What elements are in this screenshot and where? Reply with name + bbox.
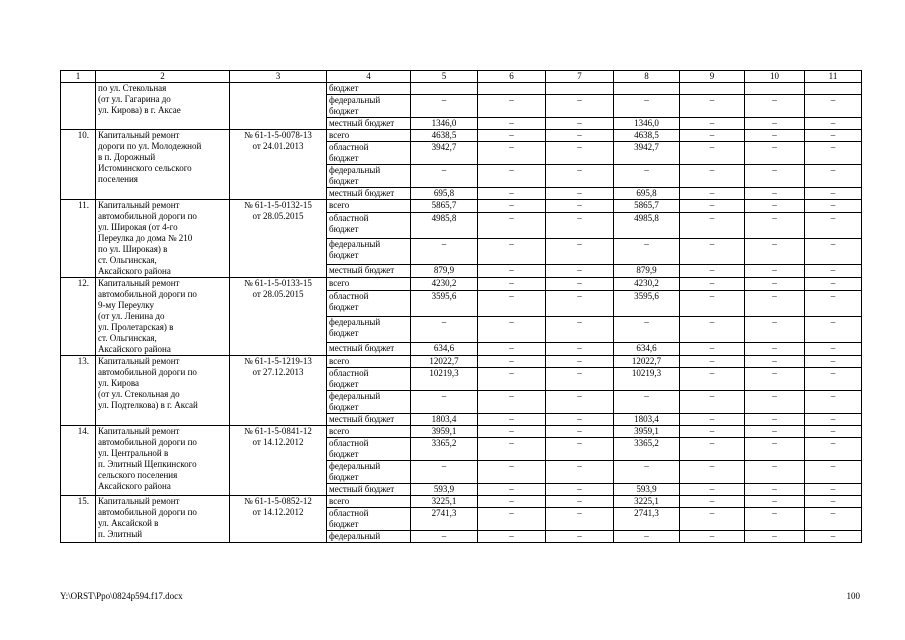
amount-cell: 12022,7 [614, 356, 680, 368]
amount-cell: – [478, 118, 546, 130]
amount-cell: – [478, 213, 546, 239]
amount-cell: – [805, 264, 862, 277]
amount-cell: 3225,1 [411, 496, 478, 508]
budget-table [60, 70, 862, 543]
amount-cell: – [546, 316, 614, 342]
amount-cell: – [411, 531, 478, 543]
amount-cell: – [745, 414, 805, 426]
item-number: 10. [61, 130, 96, 200]
amount-cell: – [478, 391, 546, 414]
amount-cell: – [546, 426, 614, 438]
table-row [61, 130, 862, 142]
amount-cell: – [546, 484, 614, 496]
amount-cell: – [805, 188, 862, 200]
funding-source: федеральный бюджет [327, 165, 411, 188]
table-row [61, 200, 862, 213]
amount-cell: – [680, 426, 745, 438]
amount-cell: 12022,7 [411, 356, 478, 368]
funding-source: всего [327, 278, 411, 291]
amount-cell: 3595,6 [614, 291, 680, 317]
amount-cell: – [805, 391, 862, 414]
amount-cell: 3942,7 [411, 142, 478, 165]
amount-cell [805, 83, 862, 95]
amount-cell: 4638,5 [411, 130, 478, 142]
amount-cell: – [478, 414, 546, 426]
amount-cell: – [805, 165, 862, 188]
funding-source: местный бюджет [327, 342, 411, 355]
amount-cell: 5865,7 [411, 200, 478, 213]
amount-cell: – [478, 238, 546, 264]
amount-cell: – [411, 461, 478, 484]
amount-cell: – [745, 291, 805, 317]
permit-number: № 61-1-5-0078-13 от 24.01.2013 [230, 130, 327, 200]
item-number: 14. [61, 426, 96, 496]
amount-cell: – [478, 291, 546, 317]
amount-cell: – [680, 142, 745, 165]
amount-cell: – [680, 484, 745, 496]
amount-cell: – [680, 165, 745, 188]
amount-cell: – [478, 484, 546, 496]
table-row [61, 278, 862, 291]
amount-cell: 2741,3 [411, 508, 478, 531]
funding-source: областной бюджет [327, 508, 411, 531]
amount-cell: – [805, 95, 862, 118]
funding-source: федеральный бюджет [327, 238, 411, 264]
amount-cell: – [805, 278, 862, 291]
funding-source: местный бюджет [327, 188, 411, 200]
amount-cell: – [805, 142, 862, 165]
funding-source: всего [327, 356, 411, 368]
amount-cell: – [680, 130, 745, 142]
amount-cell: – [805, 291, 862, 317]
amount-cell: – [546, 438, 614, 461]
amount-cell: – [546, 200, 614, 213]
amount-cell: – [745, 508, 805, 531]
amount-cell: – [546, 414, 614, 426]
work-description: Капитальный ремонт автомобильной дороги по ул. Центральной в п. Элитный Щепкинского сельского поселения Аксайского района [96, 426, 230, 496]
work-description: Капитальный ремонт дороги по ул. Молодежной в п. Дорожный Истоминского сельского поселения [96, 130, 230, 200]
funding-source: областной бюджет [327, 438, 411, 461]
amount-cell: – [614, 238, 680, 264]
amount-cell: – [680, 391, 745, 414]
column-header: 2 [96, 71, 230, 83]
amount-cell: – [411, 238, 478, 264]
funding-source: областной бюджет [327, 368, 411, 391]
amount-cell: – [745, 95, 805, 118]
footer-file-path: Y:\ORST\Ppo\0824p594.f17.docx [60, 591, 183, 601]
amount-cell: – [745, 496, 805, 508]
amount-cell: 695,8 [411, 188, 478, 200]
column-header: 6 [478, 71, 546, 83]
amount-cell: – [745, 426, 805, 438]
amount-cell: 4985,8 [411, 213, 478, 239]
column-header: 10 [745, 71, 805, 83]
table-row [61, 426, 862, 438]
amount-cell: – [805, 484, 862, 496]
column-header: 4 [327, 71, 411, 83]
amount-cell: – [805, 200, 862, 213]
amount-cell: – [478, 342, 546, 355]
amount-cell: 593,9 [411, 484, 478, 496]
amount-cell: – [805, 130, 862, 142]
funding-source: местный бюджет [327, 264, 411, 277]
amount-cell: – [680, 213, 745, 239]
amount-cell: – [745, 316, 805, 342]
amount-cell: 10219,3 [411, 368, 478, 391]
funding-source: федеральный бюджет [327, 391, 411, 414]
amount-cell [680, 83, 745, 95]
amount-cell: 1346,0 [411, 118, 478, 130]
amount-cell: – [805, 438, 862, 461]
permit-number: № 61-1-5-0852-12 от 14.12.2012 [230, 496, 327, 543]
column-header: 3 [230, 71, 327, 83]
amount-cell: 3225,1 [614, 496, 680, 508]
amount-cell: – [680, 531, 745, 543]
amount-cell: 4985,8 [614, 213, 680, 239]
column-header: 1 [61, 71, 96, 83]
amount-cell [546, 83, 614, 95]
column-header: 11 [805, 71, 862, 83]
amount-cell: 3959,1 [411, 426, 478, 438]
amount-cell: – [745, 342, 805, 355]
work-description: по ул. Стекольная (от ул. Гагарина до ул. Кирова) в г. Аксае [96, 83, 230, 130]
amount-cell [614, 83, 680, 95]
permit-number [230, 83, 327, 130]
table-row [61, 356, 862, 368]
amount-cell: 3365,2 [411, 438, 478, 461]
amount-cell: – [478, 188, 546, 200]
amount-cell: – [478, 508, 546, 531]
amount-cell: – [680, 496, 745, 508]
table-row [61, 496, 862, 508]
amount-cell: – [546, 238, 614, 264]
amount-cell: 3942,7 [614, 142, 680, 165]
amount-cell: – [805, 213, 862, 239]
amount-cell: – [478, 165, 546, 188]
work-description: Капитальный ремонт автомобильной дороги по 9-му Переулку (от ул. Ленина до ул. Пролетарская) в ст. Ольгинская, Аксайского района [96, 278, 230, 356]
amount-cell: – [546, 165, 614, 188]
amount-cell: 5865,7 [614, 200, 680, 213]
amount-cell: – [411, 391, 478, 414]
amount-cell: – [805, 238, 862, 264]
item-number: 15. [61, 496, 96, 543]
amount-cell: – [680, 342, 745, 355]
amount-cell: – [546, 368, 614, 391]
amount-cell: – [478, 461, 546, 484]
amount-cell: – [805, 414, 862, 426]
amount-cell: – [745, 461, 805, 484]
amount-cell: – [745, 118, 805, 130]
amount-cell: – [805, 316, 862, 342]
amount-cell: – [745, 200, 805, 213]
amount-cell: – [614, 165, 680, 188]
column-header: 9 [680, 71, 745, 83]
amount-cell: – [745, 531, 805, 543]
amount-cell: – [680, 291, 745, 317]
amount-cell: – [680, 95, 745, 118]
amount-cell: – [805, 368, 862, 391]
amount-cell: – [745, 238, 805, 264]
amount-cell: 3365,2 [614, 438, 680, 461]
amount-cell: 1803,4 [614, 414, 680, 426]
amount-cell: 879,9 [614, 264, 680, 277]
amount-cell: – [546, 461, 614, 484]
amount-cell: – [614, 95, 680, 118]
table-body [61, 71, 862, 543]
column-header: 5 [411, 71, 478, 83]
amount-cell: – [680, 356, 745, 368]
amount-cell: – [745, 130, 805, 142]
amount-cell: – [546, 356, 614, 368]
amount-cell: – [478, 356, 546, 368]
amount-cell: – [478, 200, 546, 213]
amount-cell: – [546, 508, 614, 531]
amount-cell: – [745, 165, 805, 188]
permit-number: № 61-1-5-1219-13 от 27.12.2013 [230, 356, 327, 426]
work-description: Капитальный ремонт автомобильной дороги по ул. Широкая (от 4-го Переулка до дома № 210 по ул. Широкая) в ст. Ольгинская, Аксайского района [96, 200, 230, 278]
amount-cell: – [680, 188, 745, 200]
work-description: Капитальный ремонт автомобильной дороги по ул. Кирова (от ул. Стекольная до ул. Подтелкова) в г. Аксай [96, 356, 230, 426]
amount-cell: – [680, 316, 745, 342]
amount-cell: – [680, 118, 745, 130]
amount-cell: – [546, 278, 614, 291]
funding-source: областной бюджет [327, 142, 411, 165]
amount-cell: – [411, 165, 478, 188]
amount-cell: – [745, 484, 805, 496]
amount-cell: – [546, 213, 614, 239]
amount-cell: 4230,2 [614, 278, 680, 291]
page-number: 100 [846, 591, 860, 601]
amount-cell: – [546, 95, 614, 118]
amount-cell [478, 83, 546, 95]
amount-cell: – [478, 368, 546, 391]
amount-cell: – [680, 368, 745, 391]
amount-cell: – [546, 264, 614, 277]
amount-cell: – [680, 264, 745, 277]
amount-cell: 2741,3 [614, 508, 680, 531]
amount-cell: – [478, 496, 546, 508]
amount-cell: – [745, 438, 805, 461]
funding-source: всего [327, 496, 411, 508]
amount-cell: – [546, 188, 614, 200]
amount-cell: – [805, 118, 862, 130]
funding-source: областной бюджет [327, 291, 411, 317]
permit-number: № 61-1-5-0133-15 от 28.05.2015 [230, 278, 327, 356]
column-header: 8 [614, 71, 680, 83]
amount-cell [411, 83, 478, 95]
amount-cell: – [805, 496, 862, 508]
amount-cell: 634,6 [411, 342, 478, 355]
amount-cell: – [805, 342, 862, 355]
amount-cell: – [478, 264, 546, 277]
amount-cell: 1346,0 [614, 118, 680, 130]
funding-source: местный бюджет [327, 118, 411, 130]
amount-cell: – [411, 95, 478, 118]
amount-cell: – [546, 391, 614, 414]
work-description: Капитальный ремонт автомобильной дороги по ул. Аксайской в п. Элитный [96, 496, 230, 543]
amount-cell: – [478, 95, 546, 118]
header-row [61, 71, 862, 83]
funding-source: федеральный бюджет [327, 461, 411, 484]
amount-cell: – [680, 438, 745, 461]
column-header: 7 [546, 71, 614, 83]
funding-source: бюджет [327, 83, 411, 95]
item-number: 11. [61, 200, 96, 278]
amount-cell: – [546, 118, 614, 130]
amount-cell: – [478, 531, 546, 543]
table-row [61, 83, 862, 95]
amount-cell: – [745, 278, 805, 291]
amount-cell: 695,8 [614, 188, 680, 200]
amount-cell: – [680, 461, 745, 484]
amount-cell: – [805, 426, 862, 438]
amount-cell: – [745, 391, 805, 414]
amount-cell: – [411, 316, 478, 342]
amount-cell: – [546, 342, 614, 355]
permit-number: № 61-1-5-0841-12 от 14.12.2012 [230, 426, 327, 496]
funding-source: федеральный [327, 531, 411, 543]
amount-cell: – [478, 142, 546, 165]
amount-cell: – [745, 368, 805, 391]
amount-cell: – [805, 461, 862, 484]
amount-cell: 634,6 [614, 342, 680, 355]
amount-cell: – [745, 213, 805, 239]
amount-cell: – [614, 461, 680, 484]
amount-cell: – [745, 264, 805, 277]
amount-cell: – [680, 200, 745, 213]
funding-source: местный бюджет [327, 414, 411, 426]
amount-cell: – [614, 316, 680, 342]
amount-cell [745, 83, 805, 95]
funding-source: федеральный бюджет [327, 316, 411, 342]
amount-cell: 4638,5 [614, 130, 680, 142]
funding-source: областной бюджет [327, 213, 411, 239]
funding-source: федеральный бюджет [327, 95, 411, 118]
amount-cell: – [546, 130, 614, 142]
amount-cell: – [478, 316, 546, 342]
amount-cell: – [805, 508, 862, 531]
amount-cell: – [614, 391, 680, 414]
amount-cell: – [680, 278, 745, 291]
amount-cell: 4230,2 [411, 278, 478, 291]
amount-cell: – [614, 531, 680, 543]
amount-cell: – [805, 356, 862, 368]
amount-cell: 10219,3 [614, 368, 680, 391]
amount-cell: – [478, 278, 546, 291]
funding-source: местный бюджет [327, 484, 411, 496]
amount-cell: – [745, 142, 805, 165]
funding-source: всего [327, 130, 411, 142]
amount-cell: – [478, 438, 546, 461]
amount-cell: 879,9 [411, 264, 478, 277]
amount-cell: – [745, 356, 805, 368]
amount-cell: – [745, 188, 805, 200]
item-number: 13. [61, 356, 96, 426]
amount-cell: – [680, 508, 745, 531]
amount-cell: – [546, 142, 614, 165]
item-number [61, 83, 96, 130]
amount-cell: – [680, 238, 745, 264]
amount-cell: – [680, 414, 745, 426]
permit-number: № 61-1-5-0132-15 от 28.05.2015 [230, 200, 327, 278]
funding-source: всего [327, 200, 411, 213]
amount-cell: 593,9 [614, 484, 680, 496]
amount-cell: 3959,1 [614, 426, 680, 438]
amount-cell: – [546, 291, 614, 317]
amount-cell: – [546, 496, 614, 508]
funding-source: всего [327, 426, 411, 438]
amount-cell: – [805, 531, 862, 543]
amount-cell: – [546, 531, 614, 543]
amount-cell: 1803,4 [411, 414, 478, 426]
item-number: 12. [61, 278, 96, 356]
amount-cell: 3595,6 [411, 291, 478, 317]
amount-cell: – [478, 130, 546, 142]
amount-cell: – [478, 426, 546, 438]
